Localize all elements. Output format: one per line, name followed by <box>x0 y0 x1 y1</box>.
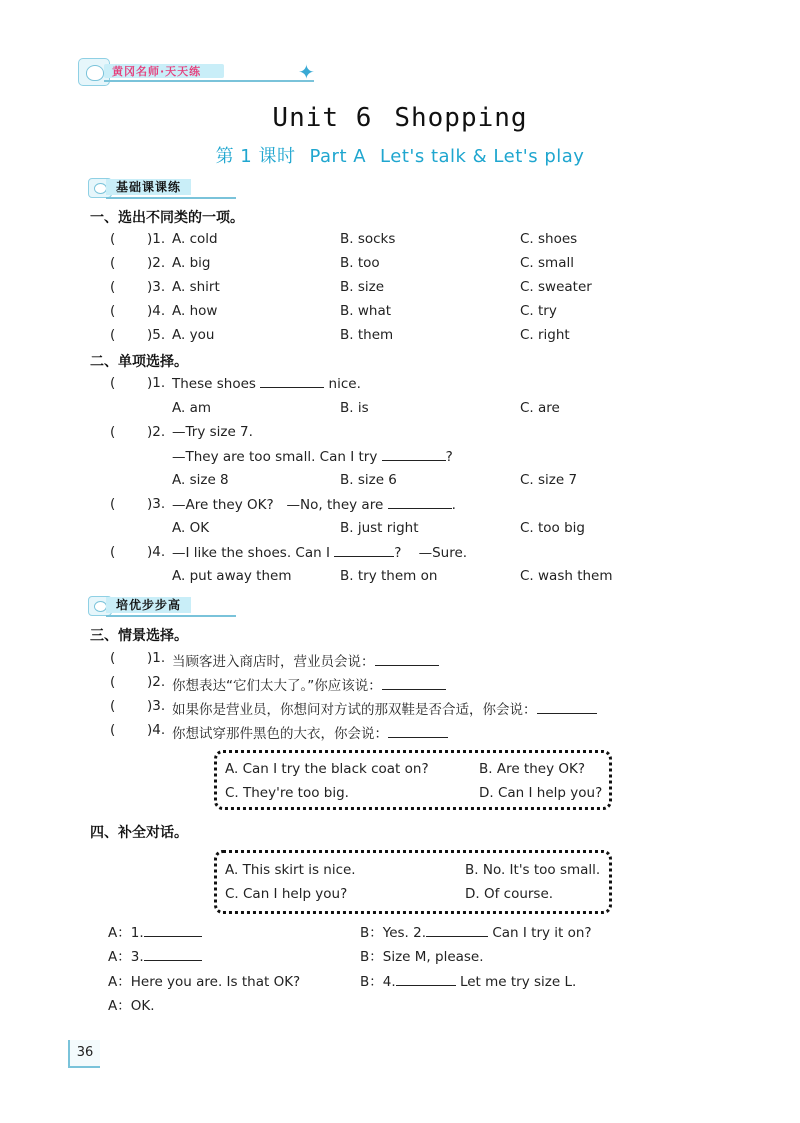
stem-text: —Sure. <box>418 545 468 561</box>
q3-item-number: )2. <box>147 674 166 690</box>
q3-option-a: A. Can I try the black coat on? <box>225 761 429 777</box>
q3-stem <box>172 674 446 694</box>
lesson-part: Part A <box>309 146 367 167</box>
q2-stem: —Try size 7. <box>172 424 253 440</box>
banner-divider <box>104 80 314 82</box>
dialogue-line <box>360 921 592 941</box>
q1-item-number: )1. <box>147 231 166 247</box>
q1-item-number: )2. <box>147 255 166 271</box>
section-underline <box>106 197 236 199</box>
q1-option-c: C. try <box>520 303 557 319</box>
answer-blank[interactable] <box>388 496 452 509</box>
q2-item-number: )3. <box>147 496 166 512</box>
unit-topic: Shopping <box>394 103 528 133</box>
q2-answer-paren: ( <box>110 496 116 512</box>
page-number: 36 <box>68 1040 100 1068</box>
page-title <box>0 103 800 133</box>
q1-item-number: )5. <box>147 327 166 343</box>
polar-bear-icon <box>86 65 104 81</box>
dialogue-text: Can I try it on? <box>492 925 592 941</box>
stem-text: —No, they are <box>286 497 384 513</box>
section-underline <box>106 615 236 617</box>
q1-answer-paren: ( <box>110 303 116 319</box>
q1-item-number: )4. <box>147 303 166 319</box>
q2-heading: 二、单项选择。 <box>90 354 188 370</box>
series-banner <box>78 56 315 86</box>
q2-option-a: A. am <box>172 400 212 416</box>
q4-heading: 四、补全对话。 <box>90 825 188 841</box>
q3-item-number: )1. <box>147 650 166 666</box>
q4-option-b: B. No. It's too small. <box>465 862 601 878</box>
q2-option-a: A. put away them <box>172 568 292 584</box>
dialogue-line <box>360 970 576 990</box>
q1-option-c: C. shoes <box>520 231 578 247</box>
stem-text: 如果你是营业员，你想问对方试的那双鞋是否合适，你会说： <box>172 702 537 718</box>
q2-stem <box>172 375 361 392</box>
stem-text: —They are too small. Can I try <box>172 449 378 465</box>
dialogue-text: B：4. <box>360 974 396 990</box>
dialogue-text: A：3. <box>108 949 144 965</box>
q2-option-c: C. too big <box>520 520 586 536</box>
answer-blank[interactable] <box>537 701 597 714</box>
stem-text: . <box>451 497 456 513</box>
q2-item-number: )1. <box>147 375 166 391</box>
series-label <box>104 64 224 78</box>
q2-option-b: B. size 6 <box>340 472 397 488</box>
q4-option-c: C. Can I help you? <box>225 886 348 902</box>
q2-stem <box>172 544 467 561</box>
lesson-subtitle <box>0 142 800 168</box>
q3-stem <box>172 698 597 718</box>
q1-answer-paren: ( <box>110 231 116 247</box>
q1-option-b: B. them <box>340 327 394 343</box>
section-basic <box>88 178 248 196</box>
q3-answer-paren: ( <box>110 698 116 714</box>
q1-option-b: B. socks <box>340 231 396 247</box>
answer-blank[interactable] <box>260 375 324 388</box>
q1-option-a: A. shirt <box>172 279 220 295</box>
stem-text: ? <box>445 449 453 465</box>
q2-option-c: C. size 7 <box>520 472 578 488</box>
dialogue-text: A：1. <box>108 925 144 941</box>
q3-option-c: C. They're too big. <box>225 785 349 801</box>
q1-option-a: A. cold <box>172 231 218 247</box>
answer-blank[interactable] <box>388 725 448 738</box>
stem-text: ? <box>394 545 402 561</box>
unit-label: Unit 6 <box>272 103 373 133</box>
section-basic-label: 基础课课练 <box>106 179 191 195</box>
q4-option-d: D. Of course. <box>465 886 554 902</box>
answer-blank[interactable] <box>334 544 394 557</box>
sparkle-star-icon: ✦ <box>298 60 315 84</box>
q3-answer-paren: ( <box>110 674 116 690</box>
q2-option-b: B. is <box>340 400 369 416</box>
q1-option-b: B. too <box>340 255 380 271</box>
answer-blank[interactable] <box>144 924 202 937</box>
q2-answer-paren: ( <box>110 375 116 391</box>
q2-option-b: B. try them on <box>340 568 438 584</box>
dialogue-line: B：Size M, please. <box>360 949 484 965</box>
answer-blank[interactable] <box>396 973 456 986</box>
answer-blank[interactable] <box>382 677 446 690</box>
stem-text: 你想表达“它们太大了。”你应该说： <box>172 678 382 694</box>
q4-option-a: A. This skirt is nice. <box>225 862 356 878</box>
answer-blank[interactable] <box>375 653 439 666</box>
q1-option-a: A. big <box>172 255 211 271</box>
q1-option-c: C. right <box>520 327 570 343</box>
q1-option-a: A. you <box>172 327 215 343</box>
q1-item-number: )3. <box>147 279 166 295</box>
lesson-activities: Let's talk & Let's play <box>380 146 585 167</box>
q4-options-box <box>214 850 612 914</box>
q3-stem <box>172 650 439 670</box>
q3-item-number: )4. <box>147 722 166 738</box>
q2-option-c: C. are <box>520 400 560 416</box>
stem-text: These shoes <box>172 376 256 392</box>
dialogue-text: Let me try size L. <box>459 974 577 990</box>
q1-answer-paren: ( <box>110 255 116 271</box>
series-title: 黄冈名师·天天练 <box>112 65 202 78</box>
stem-text: —I like the shoes. Can I <box>172 545 330 561</box>
stem-text: 当顾客进入商店时，营业员会说： <box>172 654 375 670</box>
q2-item-number: )2. <box>147 424 166 440</box>
q2-stem-line2 <box>172 448 453 465</box>
q2-option-c: C. wash them <box>520 568 613 584</box>
lesson-number: 第 1 课时 <box>215 146 296 167</box>
q2-answer-paren: ( <box>110 424 116 440</box>
stem-text: 你想试穿那件黑色的大衣，你会说： <box>172 726 388 742</box>
q3-stem <box>172 722 448 742</box>
stem-text: —Are they OK? <box>172 497 274 513</box>
dialogue-text: B：Yes. 2. <box>360 925 427 941</box>
section-advanced <box>88 596 248 614</box>
q3-answer-paren: ( <box>110 722 116 738</box>
q1-option-b: B. what <box>340 303 392 319</box>
q1-answer-paren: ( <box>110 327 116 343</box>
q2-option-b: B. just right <box>340 520 419 536</box>
answer-blank[interactable] <box>144 948 202 961</box>
q1-option-b: B. size <box>340 279 385 295</box>
dialogue-line: A：Here you are. Is that OK? <box>108 974 301 990</box>
stem-text: nice. <box>328 376 361 392</box>
q1-answer-paren: ( <box>110 279 116 295</box>
q3-option-b: B. Are they OK? <box>479 761 586 777</box>
answer-blank[interactable] <box>382 448 446 461</box>
section-advanced-label: 培优步步高 <box>106 597 191 613</box>
q3-options-box <box>214 750 612 810</box>
q3-answer-paren: ( <box>110 650 116 666</box>
q3-heading: 三、情景选择。 <box>90 628 188 644</box>
q2-stem <box>172 496 456 513</box>
q1-option-a: A. how <box>172 303 218 319</box>
dialogue-line: A：OK. <box>108 998 155 1014</box>
q3-item-number: )3. <box>147 698 166 714</box>
q1-heading: 一、选出不同类的一项。 <box>90 210 244 226</box>
q2-option-a: A. OK <box>172 520 210 536</box>
q2-option-a: A. size 8 <box>172 472 229 488</box>
q3-option-d: D. Can I help you? <box>479 785 603 801</box>
q2-answer-paren: ( <box>110 544 116 560</box>
q1-option-c: C. small <box>520 255 574 271</box>
q2-item-number: )4. <box>147 544 166 560</box>
dialogue-line <box>108 921 202 941</box>
dialogue-line <box>108 945 202 965</box>
answer-blank[interactable] <box>426 924 488 937</box>
q1-option-c: C. sweater <box>520 279 592 295</box>
